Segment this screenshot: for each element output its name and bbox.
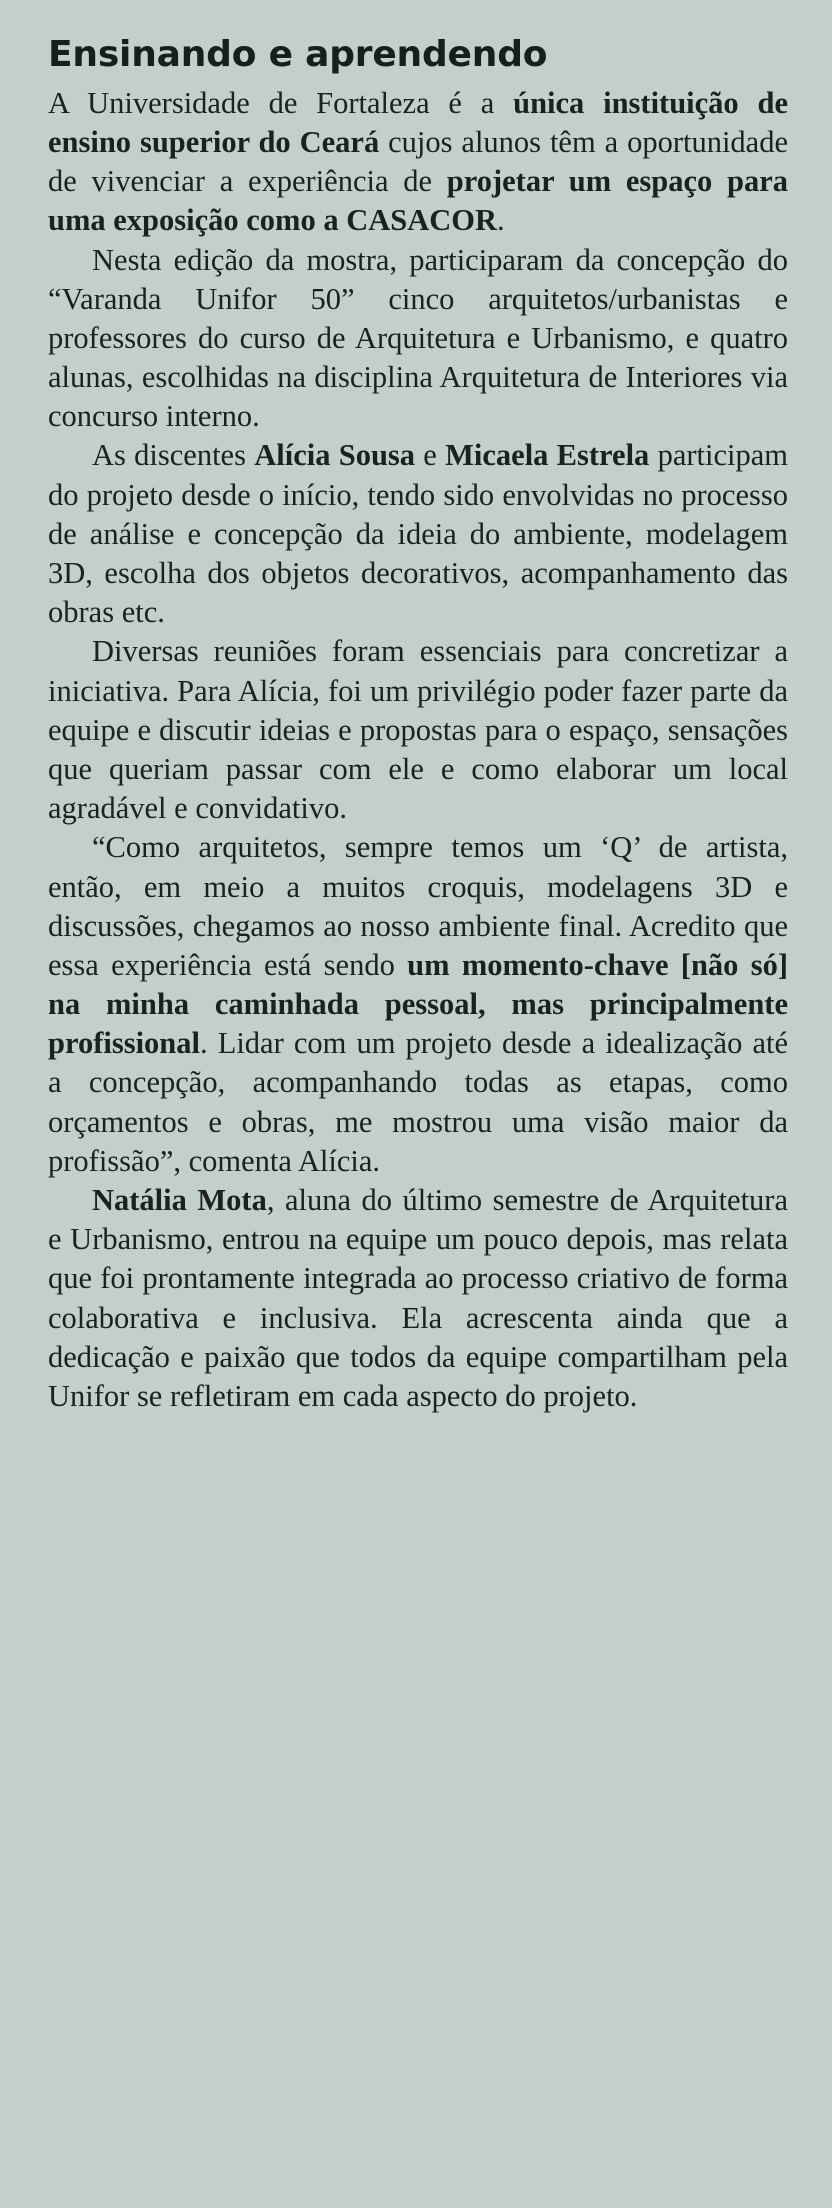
page-title: Ensinando e aprendendo (48, 34, 548, 75)
body-text: , aluna do último semestre de Arquitetura e Urbanismo, entrou na equipe um pouco depois, mas relata que foi prontamente integrada ao processo criativo de forma colaborativa e inclusiva. Ela acrescenta ainda que a dedicação e paixão que todos da equipe compartilham pela Unifor se refletiram em cada aspecto do projeto. (48, 1183, 789, 1413)
body-text: participam do projeto desde o início, tendo sido envolvidas no processo de análise e concepção da ideia do ambiente, modelagem 3D, escolha dos objetos decorativos, acompanhamento das obras etc. (48, 438, 788, 630)
body-text: e (415, 438, 446, 473)
emphasis-text: única instituição de ensino superior do Ceará (48, 85, 788, 159)
article-paragraph (48, 632, 788, 828)
article-paragraph (48, 84, 788, 241)
body-text: . (497, 203, 505, 238)
body-text: Diversas reuniões foram essenciais para concretizar a iniciativa. Para Alícia, foi um privilégio poder fazer parte da equipe e discutir ideias e propostas para o espaço, sensações que queriam passar com ele e como elaborar um local agradável e convidativo. (48, 634, 788, 826)
emphasis-text: um momento-chave [não só] na minha caminhada pessoal, mas principalmente profissional (48, 947, 788, 1061)
body-text: . Lidar com um projeto desde a idealização até a concepção, acompanhando todas as etapas, como orçamentos e obras, me mostrou uma visão maior da profissão”, comenta Alícia. (48, 1026, 788, 1178)
article-body (48, 84, 788, 1416)
article-paragraph (48, 241, 788, 437)
article-paragraph (48, 436, 788, 632)
emphasis-text: Natália Mota (92, 1183, 267, 1218)
article-paragraph (48, 1181, 788, 1416)
body-text: A Universidade de Fortaleza é a (48, 85, 514, 120)
emphasis-text: projetar um espaço para uma exposição como a CASACOR (48, 164, 789, 238)
emphasis-text: Micaela Estrela (445, 438, 650, 473)
article-paragraph (48, 828, 788, 1181)
body-text: As discentes (92, 438, 255, 473)
emphasis-text: Alícia Sousa (254, 438, 416, 473)
body-text: Nesta edição da mostra, participaram da concepção do “Varanda Unifor 50” cinco arquitetos/urbanistas e professores do curso de Arquitetura e Urbanismo, e quatro alunas, escolhidas na disciplina Arquitetura de Interiores via concurso interno. (48, 242, 788, 434)
body-text: “Como arquitetos, sempre temos um ‘Q’ de artista, então, em meio a muitos croquis, modelagens 3D e discussões, chegamos ao nosso ambiente final. Acredito que essa experiência está sendo (48, 830, 788, 982)
body-text: cujos alunos têm a oportunidade de vivenciar a experiência de (48, 124, 788, 199)
